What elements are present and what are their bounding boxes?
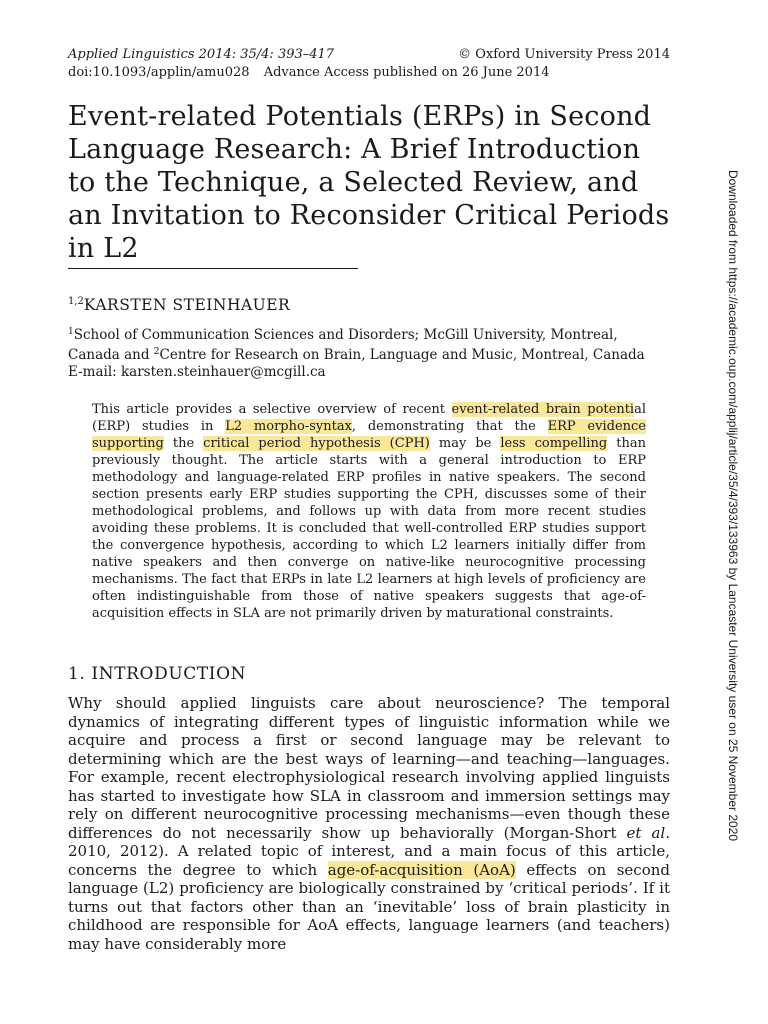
affiliations (68, 324, 670, 381)
copyright-notice: © Oxford University Press 2014 (458, 47, 670, 62)
body-text: effects on second language (L2) proficiency are biologically constrained by ‘critical periods’. If it turns out that factors other than an ‘inevitable’ loss of brain plasticity in childhood are responsible for AoA effects, language learners (and teachers) may have considerably more (68, 860, 670, 953)
affiliation-1: School of Communication Sciences and Disorders; McGill University, Montreal, Canada and (68, 327, 618, 363)
highlight-aoa: age-of-acquisition (AoA) (327, 860, 516, 879)
affiliation-mark-1: 1 (68, 327, 74, 337)
author-email[interactable]: E-mail: karsten.steinhauer@mcgill.ca (68, 364, 326, 380)
author-name: KARSTEN STEINHAUER (83, 296, 291, 314)
highlight-morpho-syntax: L2 morpho-syntax (225, 419, 352, 434)
body-text: Why should applied linguists care about neuroscience? The temporal dynamics of integrating different types of linguistic information while we acquire and process a first or second language may be relevant to determining which are the best ways of learning—and teaching—languages. For example, recent electrophysiological research involving applied linguists has started to investigate how SLA in classroom and immersion settings may rely on different neurocognitive processing mechanisms—even though these differences do not necessarily show up behaviorally (Morgan-Short (68, 694, 670, 842)
journal-header (68, 46, 670, 82)
doi[interactable]: doi:10.1093/applin/amu028 (68, 65, 250, 80)
title-divider (68, 268, 358, 269)
affiliation-mark-2: 2 (153, 347, 160, 357)
abstract-text: than previously thought. The article starts with a general introduction to ERP methodology and language-related ERP profiles in native speakers. The second section presents early ERP studies supporting the CPH, discusses some of their methodological problems, and follows up with data from more recent studies avoiding these problems. It is concluded that well-controlled ERP studies support the convergence hypothesis, according to which L2 learners initially differ from native speakers and then converge on native-like neurocognitive processing mechanisms. The fact that ERPs in late L2 learners at high levels of proficiency are often indistinguishable from those of native speakers suggests that age-of-acquisition effects in SLA are not primarily driven by maturational constraints. (92, 436, 646, 621)
advance-access-note: Advance Access published on 26 June 2014 (263, 65, 550, 80)
abstract (92, 401, 646, 622)
highlight-cph: critical period hypothesis (CPH) (203, 436, 430, 451)
et-al: et al (626, 823, 666, 842)
article-title: Event-related Potentials (ERPs) in Second Language Research: A Brief Introduction to the Technique, a Selected Review, and an Invitation to Reconsider Critical Periods in L2 (68, 101, 670, 264)
journal-citation: Applied Linguistics 2014: 35/4: 393–417 (68, 47, 335, 62)
author-line (68, 296, 290, 314)
abstract-text: may be (429, 436, 501, 451)
abstract-text: al (ERP) studies in (92, 402, 646, 434)
highlight-less-compelling: less compelling (500, 436, 608, 451)
highlight-erp-evidence: ERP evidence supporting (92, 419, 646, 451)
affiliation-2: Centre for Research on Brain, Language and Music, Montreal, Canada (159, 347, 645, 363)
abstract-text: This article provides a selective overview of recent (92, 402, 452, 417)
section-heading: 1. INTRODUCTION (68, 664, 247, 684)
abstract-text: , demonstrating that the (351, 419, 548, 434)
download-watermark: Downloaded from https://academic.oup.com/applij/article/35/4/393/133963 by Lancaster University user on 25 November 2020 (726, 170, 740, 842)
introduction-paragraph (68, 694, 670, 953)
abstract-text: the (163, 436, 204, 451)
highlight-erp: event-related brain potenti (451, 402, 635, 417)
author-affiliation-marks: 1,2 (68, 296, 84, 307)
body-text: . 2010, 2012). A related topic of interest, and a main focus of this article, concerns the degree to which (68, 823, 670, 879)
